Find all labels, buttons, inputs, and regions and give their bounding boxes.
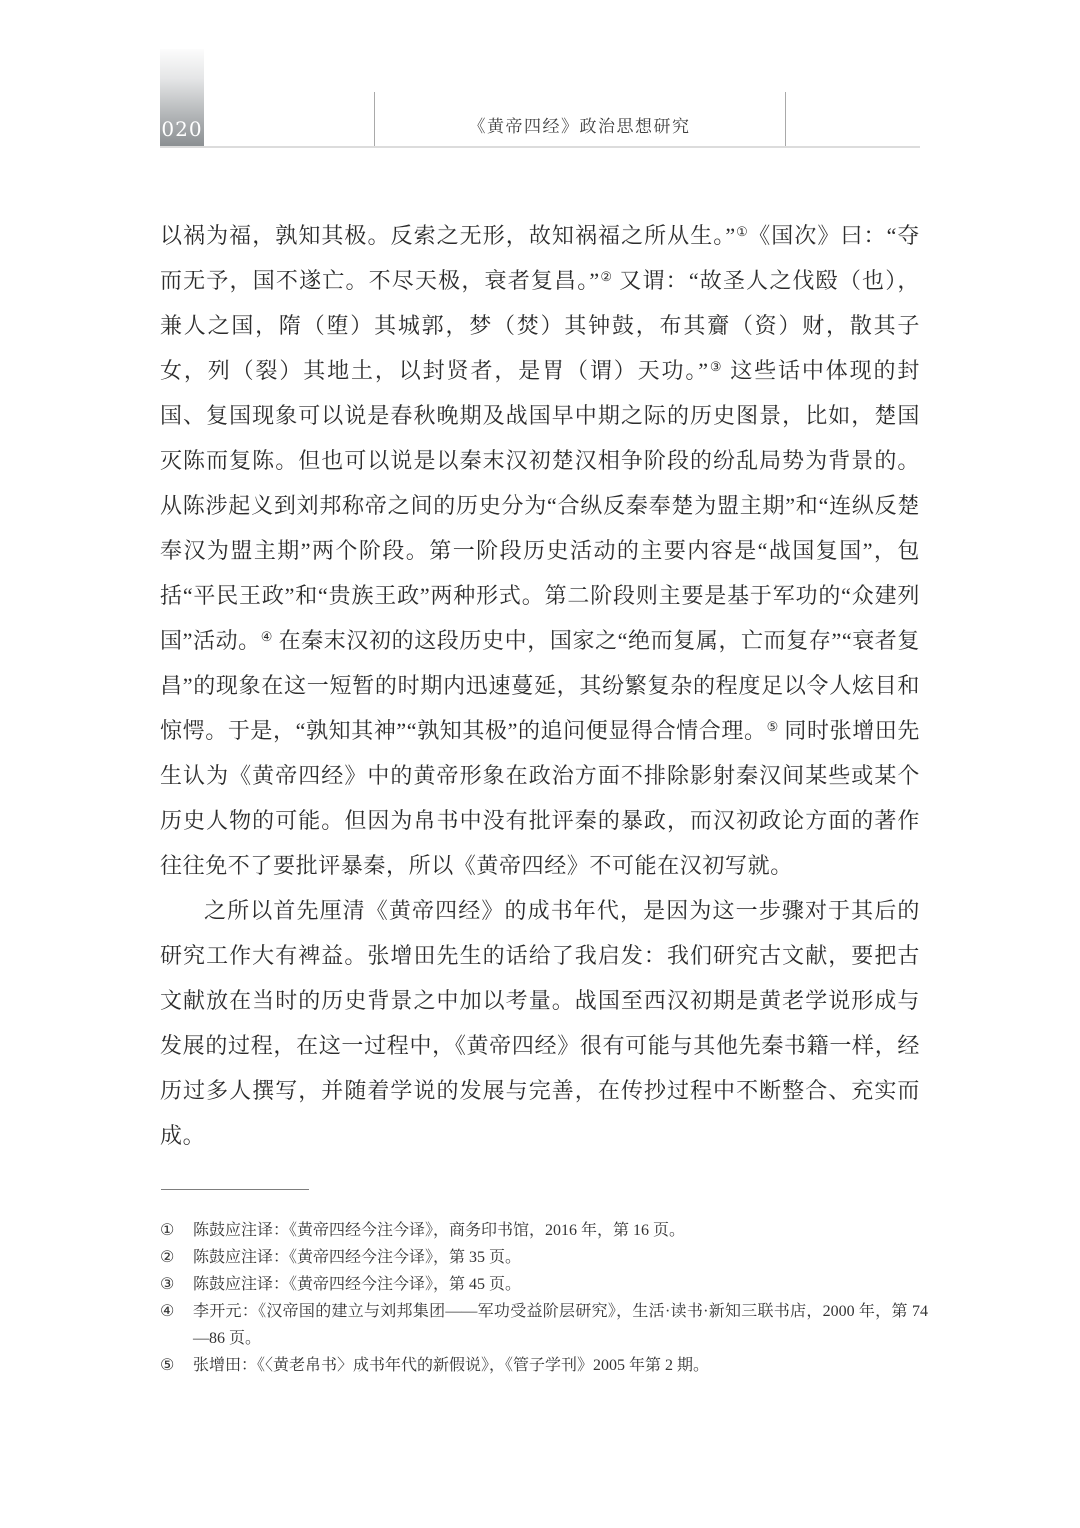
body-paragraph: 以祸为福，孰知其极。反索之无形，故知祸福之所从生。”①《国次》曰：“夺而无予，国不遂亡。不尽天极，衰者复昌。”② 又谓：“故圣人之伐殹（也），兼人之国，隋（堕）其城郭，梦（焚）其钟鼓，布其齎（资）财，散其子女，列（裂）其地土，以封贤者，是胃（谓）天功。”③ 这些话中体现的封国、复国现象可以说是春秋晚期及战国早中期之际的历史图景，比如，楚国灭陈而复陈。但也可以说是以秦末汉初楚汉相争阶段的纷乱局势为背景的。从陈涉起义到刘邦称帝之间的历史分为“合纵反秦奉楚为盟主期”和“连纵反楚奉汉为盟主期”两个阶段。第一阶段历史活动的主要内容是“战国复国”，包括“平民王政”和“贵族王政”两种形式。第二阶段则主要是基于军功的“众建列国”活动。④ 在秦末汉初的这段历史中，国家之“绝而复属，亡而复存”“衰者复昌”的现象在这一短暂的时期内迅速蔓延，其纷繁复杂的程度足以令人炫目和惊愕。于是，“孰知其神”“孰知其极”的追问便显得合情合理。⑤ 同时张增田先生认为《黄帝四经》中的黄帝形象在政治方面不排除影射秦汉间某些或某个历史人物的可能。但因为帛书中没有批评秦的暴政，而汉初政论方面的著作往往免不了要批评暴秦，所以《黄帝四经》不可能在汉初写就。 bbox=[160, 223, 921, 878]
header-rule bbox=[160, 146, 920, 148]
footnote-text: 李开元：《汉帝国的建立与刘邦集团——军功受益阶层研究》，生活·读书·新知三联书店，2000 年，第 74—86 页。 bbox=[193, 1303, 928, 1347]
page-number-band bbox=[160, 49, 204, 147]
footnote-item bbox=[160, 1217, 928, 1244]
footnote-marker: ④ bbox=[160, 1303, 175, 1320]
footnote-marker: ① bbox=[160, 1222, 175, 1239]
footnote-text: 张增田：《〈黄老帛书〉成书年代的新假说》，《管子学刊》2005 年第 2 期。 bbox=[193, 1357, 710, 1374]
footnote-ref: ④ bbox=[260, 629, 273, 644]
body-text bbox=[160, 213, 920, 1158]
footnote-ref: ① bbox=[735, 224, 749, 239]
footnote-text: 陈鼓应注译：《黄帝四经今注今译》，商务印书馆，2016 年，第 16 页。 bbox=[193, 1222, 686, 1239]
footnote-ref: ② bbox=[599, 269, 613, 284]
footnote-ref: ⑤ bbox=[766, 719, 779, 734]
footnote-marker: ⑤ bbox=[160, 1357, 175, 1374]
footnote-ref: ③ bbox=[708, 359, 723, 374]
page-number: 020 bbox=[161, 117, 203, 141]
footnote-item bbox=[160, 1271, 928, 1298]
running-title: 《黄帝四经》政治思想研究 bbox=[468, 117, 691, 136]
footnote-item bbox=[160, 1352, 928, 1379]
body-paragraph: 之所以首先厘清《黄帝四经》的成书年代，是因为这一步骤对于其后的研究工作大有裨益。张增田先生的话给了我启发：我们研究古文献，要把古文献放在当时的历史背景之中加以考量。战国至西汉初期是黄老学说形成与发展的过程，在这一过程中，《黄帝四经》很有可能与其他先秦书籍一样，经历过多人撰写，并随着学说的发展与完善，在传抄过程中不断整合、充实而成。 bbox=[160, 898, 920, 1148]
footnotes bbox=[160, 1217, 928, 1379]
footnote-text: 陈鼓应注译：《黄帝四经今注今译》，第 45 页。 bbox=[193, 1276, 522, 1293]
footnote-marker: ③ bbox=[160, 1276, 175, 1293]
footnote-marker: ② bbox=[160, 1249, 175, 1266]
footnote-divider bbox=[161, 1189, 309, 1190]
footnote-item bbox=[160, 1298, 928, 1352]
header-divider-right bbox=[785, 92, 786, 147]
header-divider-left bbox=[374, 92, 375, 147]
footnote-item bbox=[160, 1244, 928, 1271]
footnote-text: 陈鼓应注译：《黄帝四经今注今译》，第 35 页。 bbox=[193, 1249, 522, 1266]
